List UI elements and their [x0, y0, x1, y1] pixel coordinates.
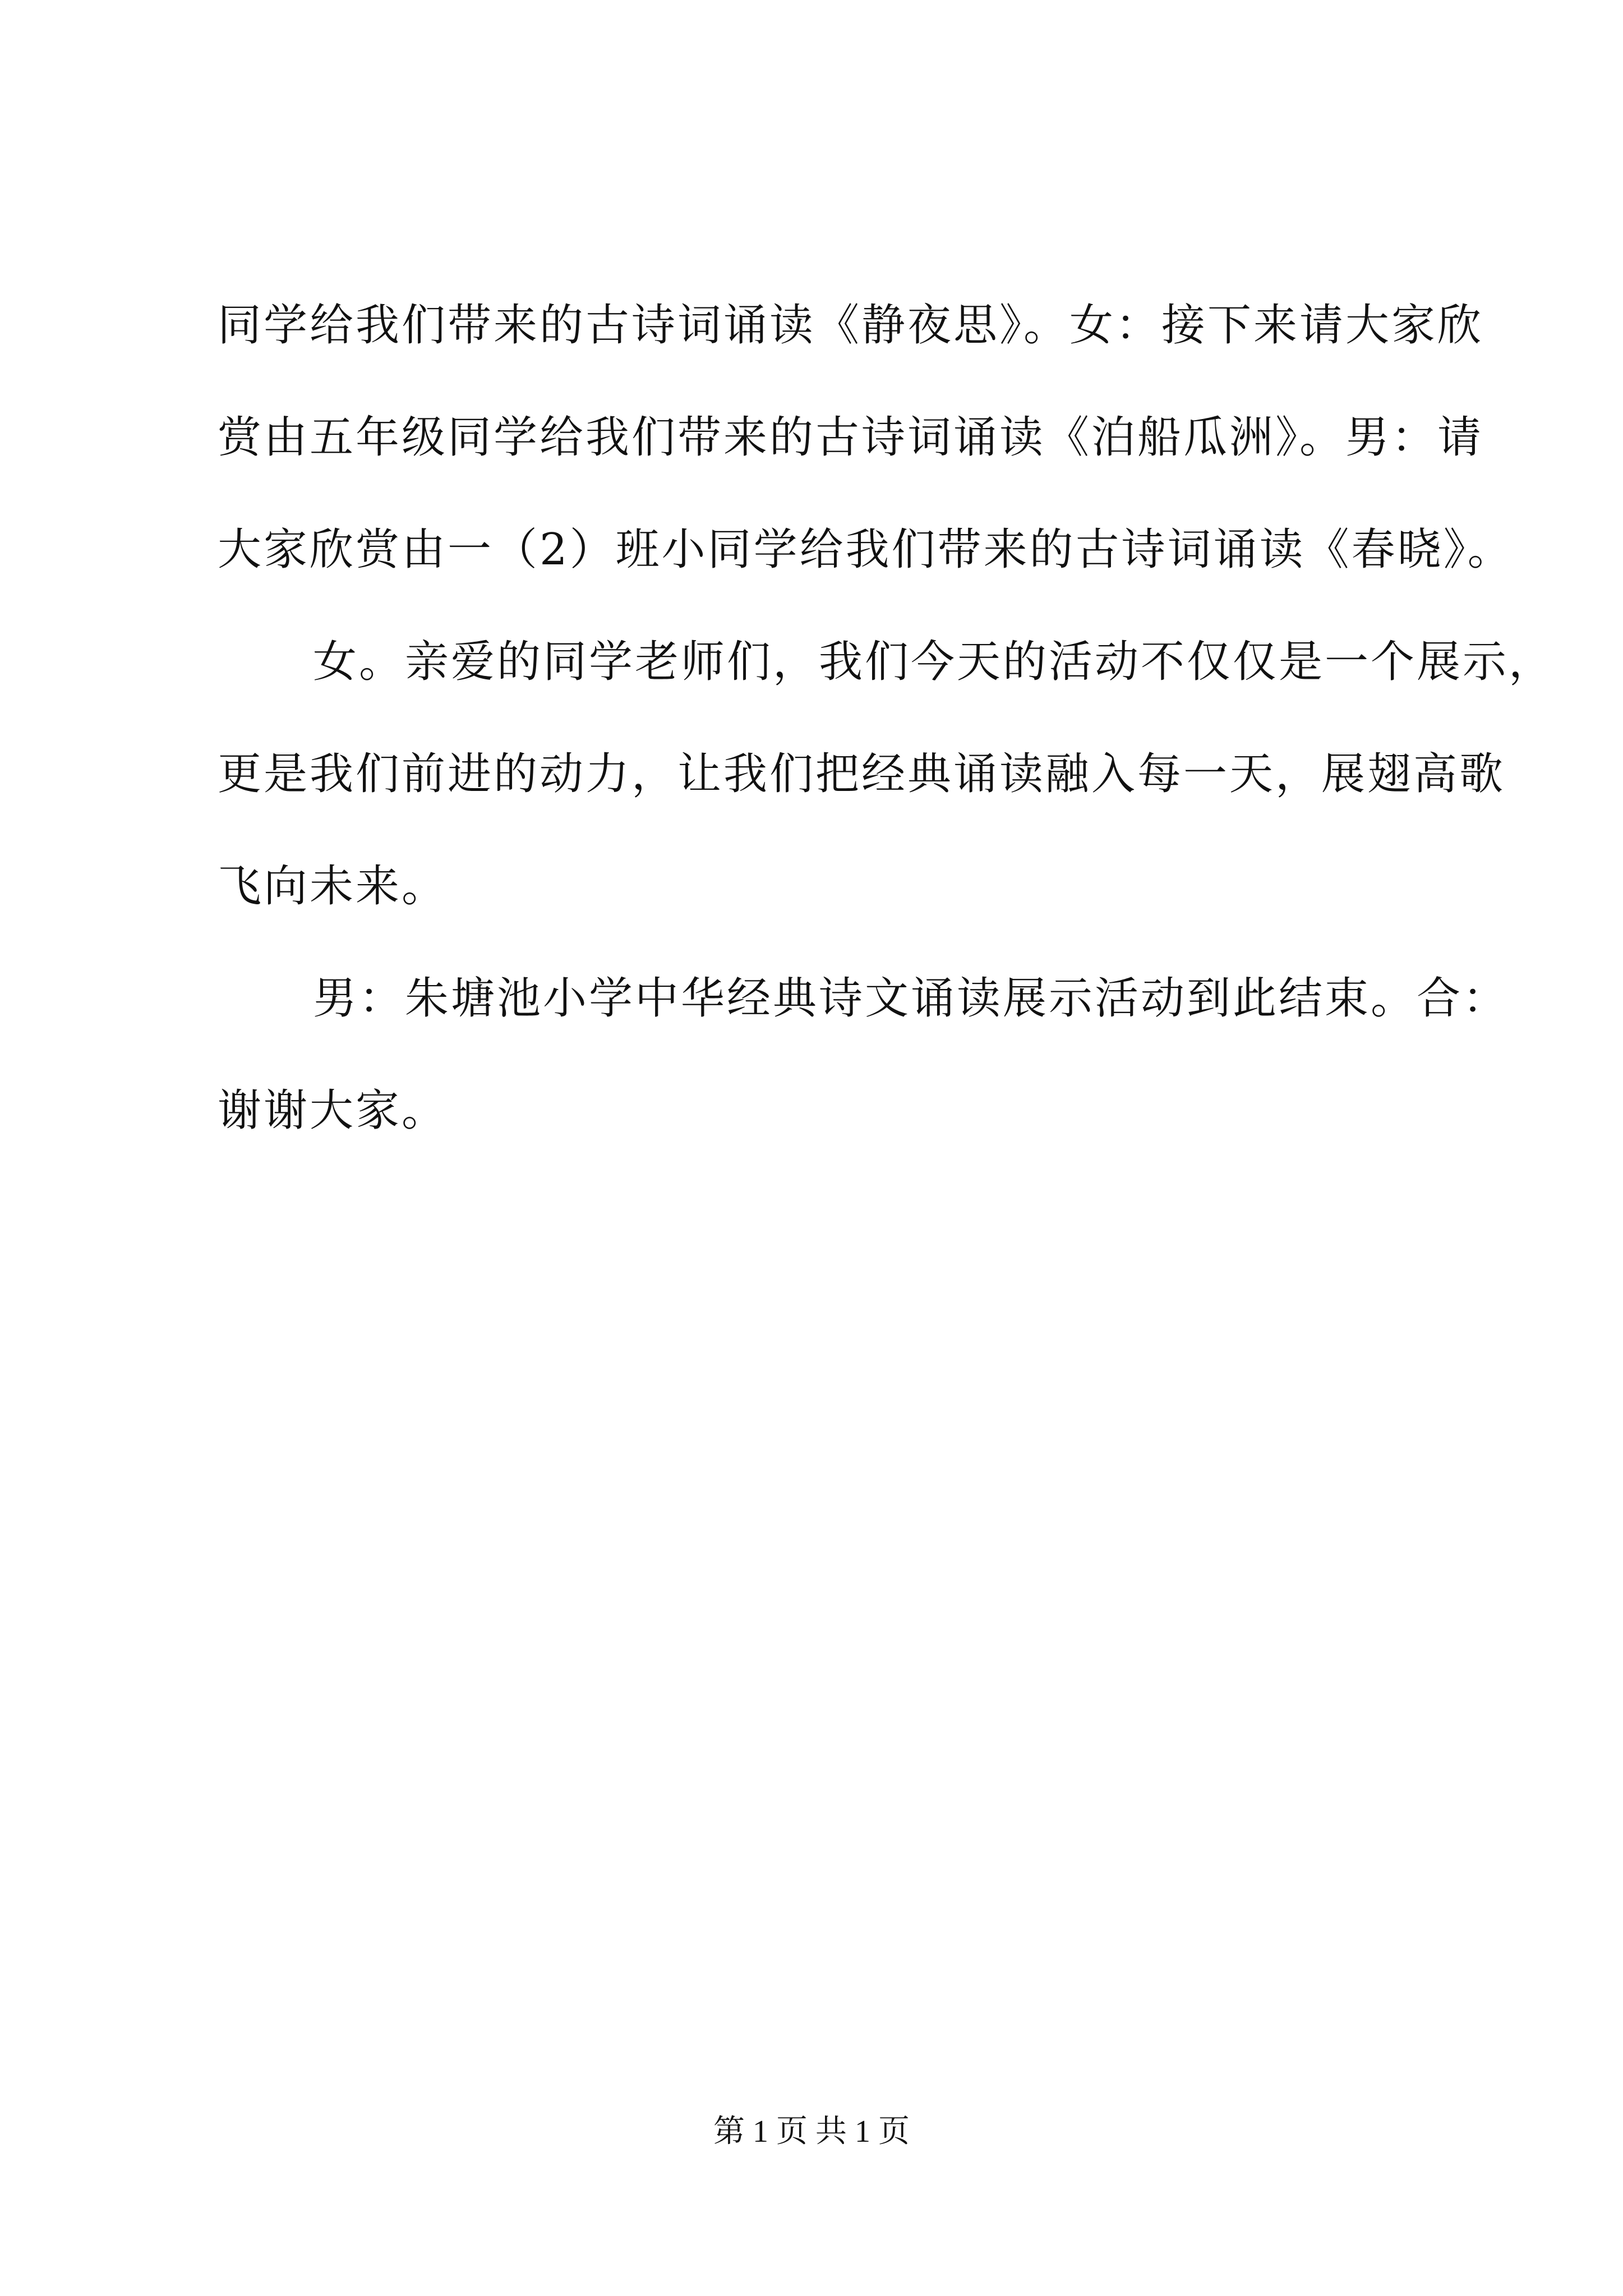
text-line-2: 赏由五年级同学给我们带来的古诗词诵读《泊船瓜洲》。男：请	[218, 412, 1484, 463]
text-line-8: 谢谢大家。	[218, 1085, 448, 1136]
text-line-3: 大家欣赏由一（2）班小同学给我们带来的古诗词诵读《春晓》。	[218, 524, 1514, 575]
document-body	[218, 269, 1555, 1167]
text-line-6: 飞向未来。	[218, 861, 448, 912]
text-line-5: 更是我们前进的动力，让我们把经典诵读融入每一天，展翅高歌	[218, 749, 1506, 799]
text-line-1: 同学给我们带来的古诗词诵读《静夜思》。女：接下来请大家欣	[218, 300, 1484, 351]
text-line-7: 男：朱塘池小学中华经典诗文诵读展示活动到此结束。合：	[313, 973, 1509, 1024]
text-line-4: 女。亲爱的同学老师们，我们今天的活动不仅仅是一个展示，	[313, 637, 1555, 687]
page-footer: 第 1 页 共 1 页	[713, 2114, 910, 2149]
